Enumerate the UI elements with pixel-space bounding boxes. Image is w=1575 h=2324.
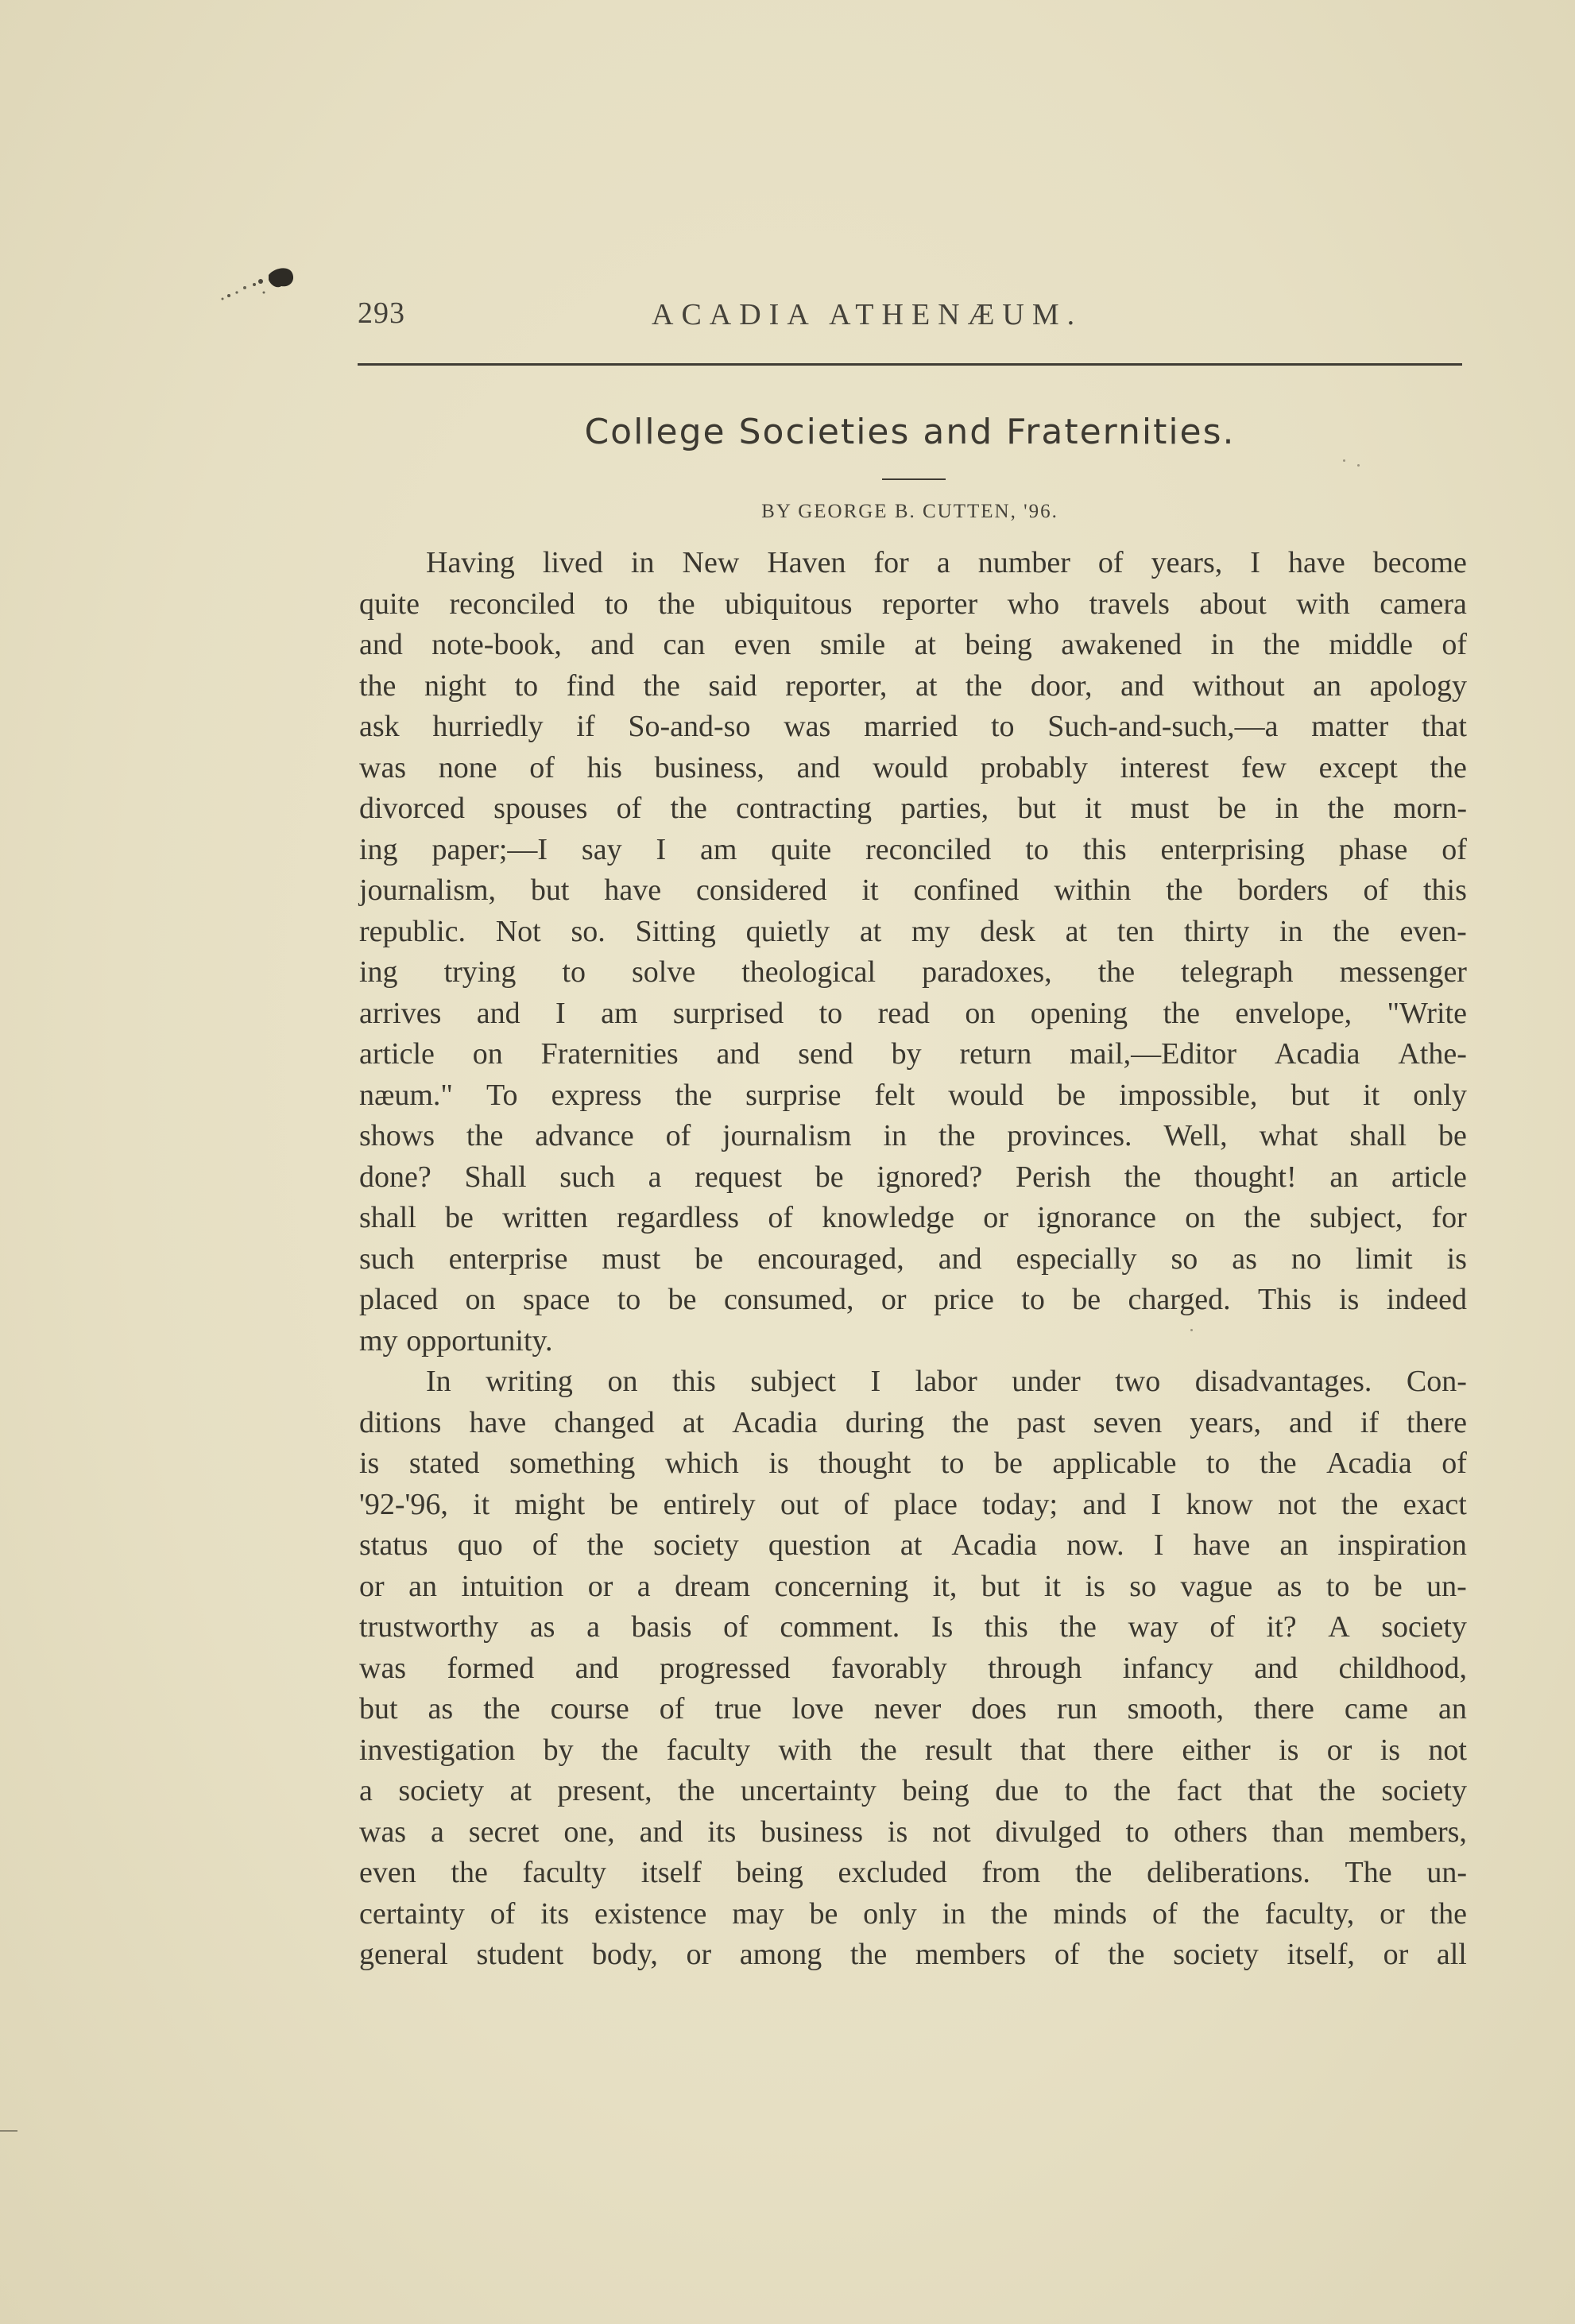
text-line: Having lived in New Haven for a number of years, I have become (426, 546, 1467, 579)
text-line: ditions have changed at Acadia during the past seven years, and if there (359, 1405, 1467, 1439)
page-number: 293 (358, 296, 405, 330)
text-line: and note-book, and can even smile at being awakened in the middle of (359, 628, 1467, 661)
text-line: was formed and progressed favorably through infancy and childhood, (359, 1651, 1467, 1685)
text-line: investigation by the faculty with the result that there either is or is not (359, 1733, 1467, 1767)
text-line: certainty of its existence may be only in the minds of the faculty, or the (359, 1896, 1467, 1931)
text-line: the night to find the said reporter, at the door, and without an apology (359, 668, 1467, 703)
ink-blot-mark (213, 261, 300, 308)
text-line: divorced spouses of the contracting parties, but it must be in the morn- (359, 792, 1467, 825)
title-rule (882, 478, 946, 480)
text-line: is stated something which is thought to be applicable to the Acadia of (359, 1447, 1467, 1480)
text-line: done? Shall such a request be ignored? Perish the thought! an article (359, 1160, 1467, 1194)
text-line: such enterprise must be encouraged, and especially so as no limit is (359, 1241, 1467, 1276)
text-line: my opportunity. (359, 1323, 553, 1358)
text-line: was none of his business, and would probably interest few except the (359, 750, 1467, 784)
text-line: status quo of the society question at Acadia now. I have an inspiration (359, 1528, 1467, 1562)
text-line: ing paper;—I say I am quite reconciled to this enterprising phase of (359, 832, 1467, 866)
text-line: In writing on this subject I labor under two disadvantages. Con- (426, 1365, 1467, 1398)
text-line: even the faculty itself being excluded from the deliberations. The un- (359, 1856, 1467, 1889)
header-rule (358, 363, 1462, 366)
margin-mark (0, 2130, 17, 2132)
text-line: journalism, but have considered it confined within the borders of this (359, 873, 1467, 907)
text-line: republic. Not so. Sitting quietly at my desk at ten thirty in the even- (359, 914, 1467, 948)
text-line: trustworthy as a basis of comment. Is this the way of it? A society (359, 1610, 1467, 1644)
text-line: shows the advance of journalism in the provinces. Well, what shall be (359, 1119, 1467, 1152)
text-line: placed on space to be consumed, or price to be charged. This is indeed (359, 1283, 1467, 1316)
text-line: arrives and I am surprised to read on opening the envelope, "Write (359, 996, 1467, 1030)
paper-speck (1357, 464, 1360, 467)
text-line: '92-'96, it might be entirely out of place today; and I know not the exact (359, 1487, 1467, 1521)
article-title: College Societies and Fraternities. (584, 412, 1236, 452)
text-line: article on Fraternities and send by return mail,—Editor Acadia Athe- (359, 1037, 1467, 1071)
text-line: næum." To express the surprise felt would be impossible, but it only (359, 1078, 1467, 1112)
text-line: ing trying to solve theological paradoxes, the telegraph messenger (359, 955, 1467, 989)
text-line: a society at present, the uncertainty being due to the fact that the society (359, 1774, 1467, 1807)
page-header (358, 296, 1462, 343)
text-line: general student body, or among the members of the society itself, or all (359, 1938, 1467, 1971)
text-line: shall be written regardless of knowledge or ignorance on the subject, for (359, 1201, 1467, 1234)
paper-speck (1343, 459, 1345, 462)
text-line: but as the course of true love never does run smooth, there came an (359, 1692, 1467, 1726)
text-line: quite reconciled to the ubiquitous reporter who travels about with camera (359, 587, 1467, 621)
running-head: ACADIA ATHENÆUM. (652, 298, 1083, 331)
text-line: or an intuition or a dream concerning it, but it is so vague as to be un- (359, 1569, 1467, 1603)
text-line: ask hurriedly if So-and-so was married to Such-and-such,—a matter that (359, 710, 1467, 743)
text-line: was a secret one, and its business is not divulged to others than members, (359, 1815, 1467, 1849)
article-byline: BY GEORGE B. CUTTEN, '96. (761, 501, 1058, 522)
article-body (359, 543, 1467, 1976)
